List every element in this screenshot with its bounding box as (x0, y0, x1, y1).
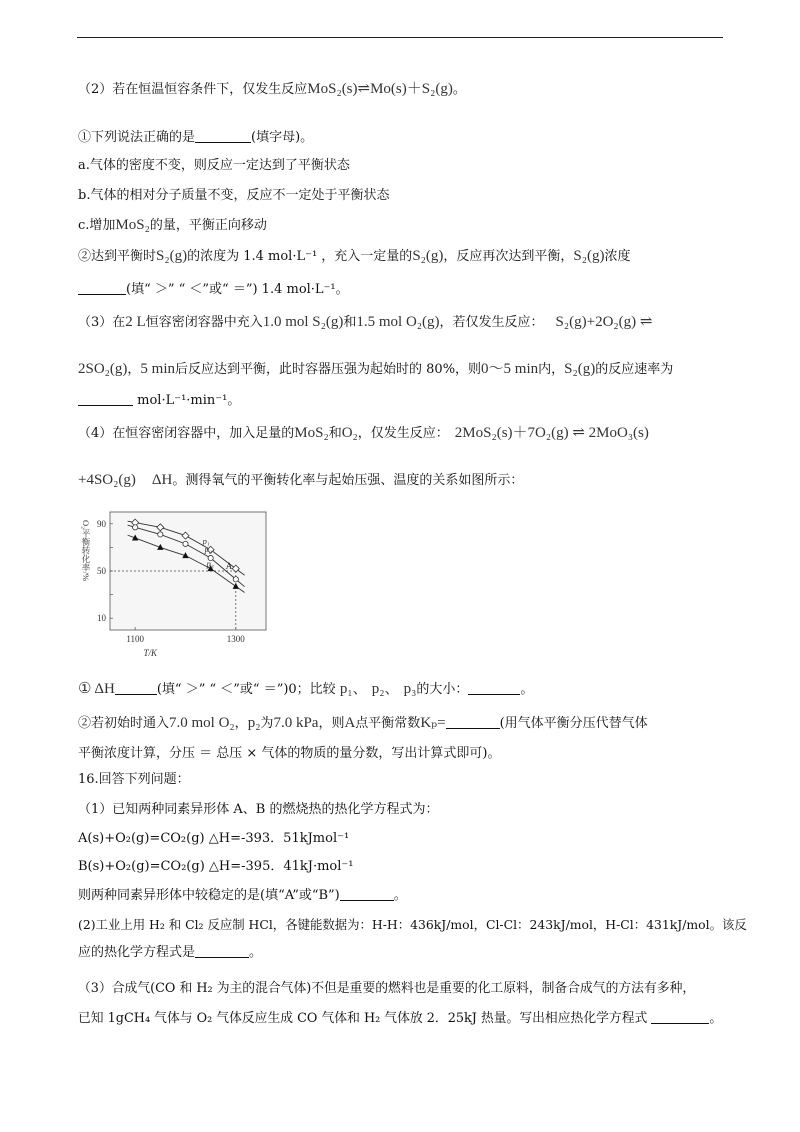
q15-3-line2 (78, 360, 673, 379)
q15-4-q2-line2: 平衡浓度计算，分压 ＝ 总压 × 气体的物质的量分数，写出计算式即可)。 (78, 746, 501, 761)
series-label: p₁ (202, 535, 210, 546)
x-tick-label: 1300 (226, 634, 245, 644)
q15-3-volume: 2 L (125, 314, 146, 330)
q15-4-d: 。测得氧气的平衡转化率与起始压强、温度的关系如图所示： (172, 473, 524, 488)
answer-blank[interactable] (446, 715, 500, 729)
rate-unit: mol·L⁻¹·min⁻¹。 (137, 393, 241, 408)
q15-3-e: ， (127, 362, 141, 377)
q15-3-reaction-part2: 2SO₂(g) (78, 361, 128, 377)
q15-2-q2-b: 的浓度为 1.4 mol·L⁻¹ ，充入一定量的 (187, 249, 413, 264)
q16-p2b-text: 应的热化学方程式是 (78, 945, 196, 960)
q16-p3b-text: 已知 1gCH₄ 气体与 O₂ 气体反应生成 CO 气体和 H₂ 气体放 2．25kJ 热量。写出相应热化学方程式 (78, 1011, 648, 1026)
answer-blank[interactable] (468, 681, 520, 695)
q15-4-a: （4）在恒容密闭容器中，加入足量的 (78, 426, 295, 441)
q16-p1-q: 则两种同素异形体中较稳定的是(填“A”或“B”) (78, 888, 340, 903)
pressure-p1: p₁、 (339, 681, 368, 697)
q15-4-q2-e: 点平衡常数 (355, 716, 421, 731)
data-point-circle (133, 525, 138, 530)
data-point-circle (233, 577, 238, 582)
pressure-p2: p₂ (247, 715, 261, 731)
formula-mos2: MoS₂ (294, 425, 329, 441)
formula-s2: S₂(g) (573, 248, 605, 264)
q15-2-end: 。 (452, 82, 466, 97)
pressure-p3: p₃ (403, 681, 417, 697)
q15-4-q2-line (78, 714, 648, 733)
q15-2-q2-c: ，反应再次达到平衡， (443, 249, 574, 264)
answer-blank[interactable] (78, 281, 126, 295)
q15-4-q1-line (78, 680, 533, 699)
q15-3-f: 后反应达到平衡，此时容器压强为起始时的 80%，则 (175, 362, 482, 377)
q16-p3b-end: 。 (709, 1011, 723, 1026)
answer-blank[interactable] (651, 1010, 709, 1024)
answer-blank[interactable] (115, 681, 157, 695)
q15-3-h: 的反应速率为 (595, 362, 674, 377)
q15-4-q2-d: ，则 (318, 716, 345, 731)
option-c (78, 216, 267, 235)
q15-4-q1-end: 。 (520, 682, 534, 697)
q15-2-q1-tail: (填字母)。 (251, 130, 314, 145)
q15-2-intro: （2）若在恒温恒容条件下，仅发生反应 (78, 82, 308, 97)
q15-3-line1 (78, 313, 652, 332)
q15-2-q2-a: ②达到平衡时 (78, 249, 157, 264)
q15-4-q2-b: ， (234, 716, 248, 731)
formula-s2: S₂(g) (564, 361, 596, 377)
q15-4-line2 (78, 471, 523, 490)
q15-3-amount-s2: 1.0 mol S₂(g) (262, 314, 344, 330)
option-c-tail: 的量，平衡正向移动 (149, 218, 267, 233)
q16-p2: (2)工业上用 H₂ 和 Cl₂ 反应制 HCl，各键能数据为：H-H：436kJ/mol，Cl-Cl：243kJ/mol，H-Cl：431kJ/mol。该反 (78, 917, 747, 932)
q15-2-q2-d: 浓度 (604, 249, 631, 264)
q15-3-time: 5 min (140, 361, 176, 377)
conversion-rate-chart (76, 500, 272, 666)
x-tick-label: 1100 (126, 634, 144, 644)
q16-p2b-end: 。 (249, 945, 263, 960)
q15-2-q1-line (78, 129, 313, 147)
q15-2-intro-line (78, 80, 466, 99)
q15-4-q1-c: 的大小： (416, 682, 469, 697)
q15-3-reaction-part1: S₂(g)+2O₂(g) ⇌ (555, 314, 653, 330)
data-point-circle (183, 541, 188, 546)
x-axis-label: T/K (143, 648, 158, 658)
answer-blank[interactable] (78, 392, 133, 406)
q16-p1: （1）已知两种同素异形体 A、B 的燃烧热的热化学方程式为： (78, 802, 439, 817)
formula-s2: S₂(g) (412, 248, 444, 264)
formula-s2: S₂(g) (156, 248, 188, 264)
q15-2-q2-line2 (78, 281, 349, 299)
y-axis-label: O₂平衡转化率/% (81, 520, 91, 582)
q15-4-q1-a: ① ΔH (78, 681, 115, 697)
q16-p3: （3）合成气(CO 和 H₂ 为主的混合气体)不但是重要的燃料也是重要的化工原料，制备合成气的方法有多种， (78, 981, 696, 996)
y-tick-label: 10 (97, 613, 106, 624)
q15-4-q2-f: (用气体平衡分压代替气体 (499, 716, 648, 731)
kp-label: Kₚ= (420, 715, 446, 731)
q16-p3b (78, 1010, 722, 1028)
series-label: p₃ (206, 558, 214, 569)
q15-3-c: 和 (343, 315, 357, 330)
q15-3-g: 内， (538, 362, 565, 377)
y-tick-label: 50 (97, 566, 106, 576)
data-point-circle (158, 532, 163, 537)
option-a: a.气体的密度不变，则反应一定达到了平衡状态 (78, 158, 350, 173)
point-a-label: A (344, 715, 356, 731)
q15-3-amount-o2: 1.5 mol O₂(g) (356, 314, 440, 330)
q15-2-q2-line2-text: (填“ ＞” “ ＜”或“ ＝”) 1.4 mol·L⁻¹。 (126, 282, 349, 297)
q16-p1-question (78, 887, 407, 905)
q15-3-d: ，若仅发生反应： (439, 315, 544, 330)
q15-3-line3 (78, 392, 240, 410)
delta-h: ΔH (151, 472, 173, 488)
q15-4-reaction-part2: +4SO₂(g) (78, 472, 136, 488)
q15-3-a: （3）在 (78, 315, 126, 330)
pressure-p2: p₂、 (371, 681, 400, 697)
q16-eq-a: A(s)+O₂(g)=CO₂(g) △H=-393．51kJmol⁻¹ (78, 831, 350, 846)
q15-4-b: 和 (328, 426, 342, 441)
q15-4-q2-c: 为 (260, 716, 274, 731)
y-tick-label: 90 (97, 518, 106, 529)
q16-title: 16.回答下列问题： (78, 772, 190, 787)
annotation-label: A (225, 561, 233, 571)
q16-eq-b: B(s)+O₂(g)=CO₂(g) △H=-395．41kJ·mol⁻¹ (78, 859, 354, 874)
q15-2-reaction: MoS₂(s)⇌Mo(s)＋S₂(g) (307, 81, 453, 97)
series-label: p₂ (204, 544, 212, 555)
formula-o2: O₂ (341, 425, 358, 441)
header-rule (77, 37, 723, 38)
q15-4-c: ，仅发生反应： (357, 426, 449, 441)
q16-p1-end: 。 (393, 888, 407, 903)
q15-3-range: 0～5 min (481, 361, 539, 377)
q15-4-q2-a: ②若初始时通入 (78, 716, 170, 731)
q15-4-q2-pressure: 7.0 kPa (273, 715, 319, 731)
q15-4-q1-b: (填“ ＞” “ ＜”或“ ＝”)0；比较 (156, 682, 336, 697)
option-c-prefix: c.增加 (78, 218, 116, 233)
option-b: b.气体的相对分子质量不变，反应不一定处于平衡状态 (78, 188, 390, 203)
q15-4-reaction-part1: 2MoS₂(s)＋7O₂(g) ⇌ 2MoO₃(s) (454, 425, 649, 441)
q16-p2b (78, 944, 262, 962)
answer-blank[interactable] (340, 887, 394, 901)
q15-2-q2-line (78, 247, 630, 266)
answer-blank[interactable] (195, 944, 249, 958)
q15-4-line1 (78, 424, 649, 443)
q15-3-b: 恒容密闭容器中充入 (145, 315, 263, 330)
q15-4-q2-amount: 7.0 mol O₂ (169, 715, 235, 731)
answer-blank[interactable] (195, 129, 251, 143)
q15-2-q1: ①下列说法正确的是 (78, 130, 196, 145)
option-c-formula: MoS₂ (115, 217, 150, 233)
